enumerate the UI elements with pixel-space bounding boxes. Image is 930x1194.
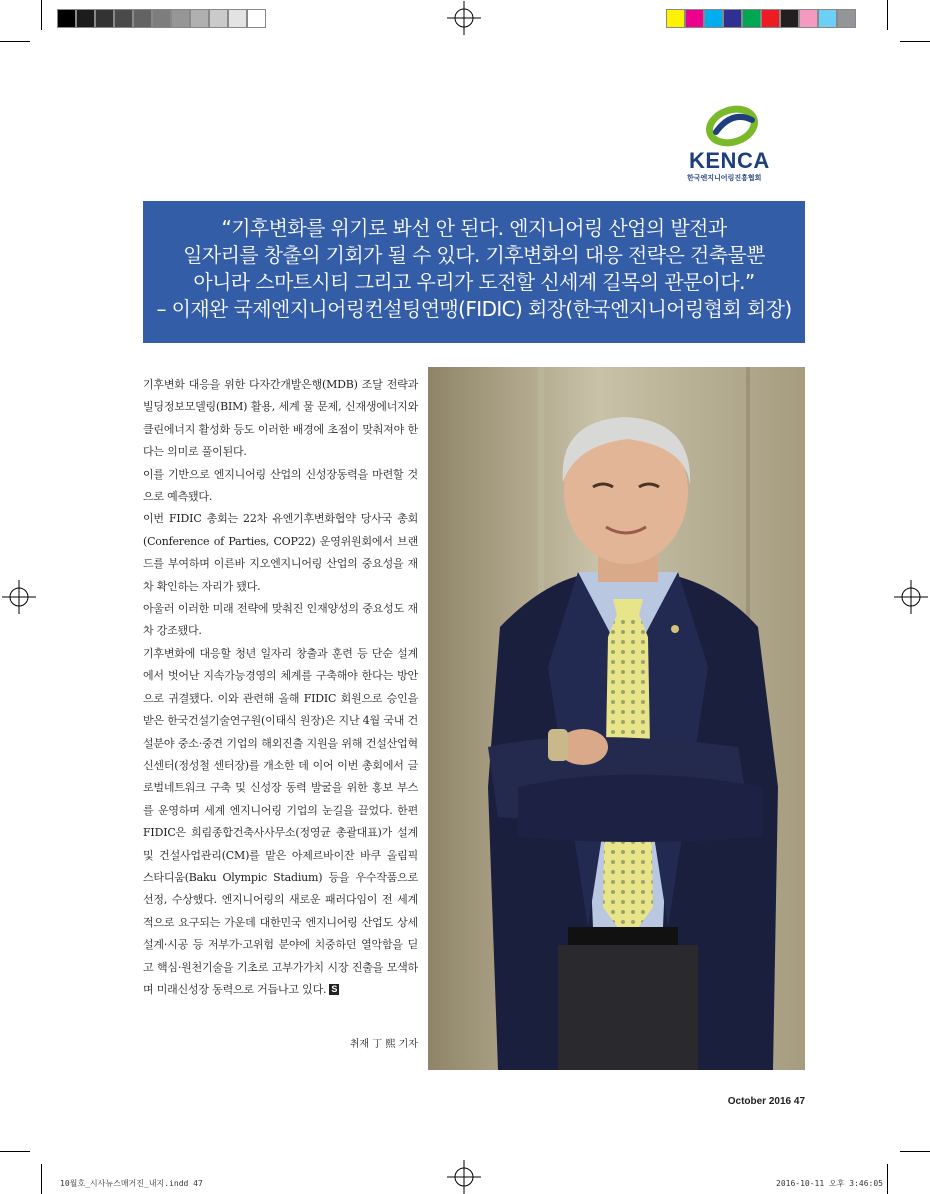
registration-mark-icon	[894, 580, 928, 614]
gray-swatch	[247, 9, 266, 28]
pull-quote-line: 아니라 스마트시티 그리고 우리가 도전할 신세계 길목의 관문이다.”	[193, 270, 755, 294]
color-swatch	[818, 9, 837, 28]
color-swatch	[723, 9, 742, 28]
process-color-bar	[666, 9, 856, 28]
gray-swatch	[95, 9, 114, 28]
crop-mark	[0, 1151, 30, 1152]
gray-swatch	[152, 9, 171, 28]
gray-swatch	[228, 9, 247, 28]
crop-mark	[900, 41, 930, 42]
crop-mark	[41, 1164, 42, 1194]
article-paragraph-text: 기후변화에 대응할 청년 일자리 창출과 훈련 등 단순 설계에서 벗어난 지속가능경영의 체계를 구축해야 한다는 방안으로 귀결됐다. 이와 관련해 올해 FIDIC 회원으로 승인을 받은 한국건설기술연구원(이태식 원장)은 지난 4월 국내 건설분야 중소·중견 기업의 해외진출 지원을 위해 건설산업혁신센터(정성철 센터장)를 개소한 데 이어 이번 총회에서 글로벌네트워크 구축 및 신성장 동력 발굴을 위한 홍보 부스를 운영하며 세계 엔지니어링 기업의 눈길을 끌었다. 한편 FIDIC은 희림종합건축사사무소(정영균 총괄대표)가 설계 및 건설사업관리(CM)를 맡은 아제르바이잔 바쿠 올림픽 스타디움(Baku Olympic Stadium) 등을 우수작품으로 선정, 수상했다. 엔지니어링의 새로운 패러다임이 전 세계적으로 요구되는 가운데 대한민국 엔지니어링 산업도 상세설계·시공 등 저부가·고위험 분야에 치중하던 열악함을 딛고 핵심·원천기술을 기초로 고부가가치 시장 진출을 모색하며 미래신성장 동력으로 거듭나고 있다.	[143, 646, 418, 996]
color-swatch	[666, 9, 685, 28]
color-swatch	[799, 9, 818, 28]
registration-mark-icon	[2, 580, 36, 614]
page-folio: October 2016 47	[727, 1096, 805, 1107]
registration-mark-icon	[447, 1160, 481, 1194]
gray-swatch	[171, 9, 190, 28]
pull-quote-line: “기후변화를 위기로 봐선 안 된다. 엔지니어링 산업의 발전과	[221, 216, 727, 240]
crop-mark	[41, 0, 42, 30]
portrait-photo	[428, 367, 805, 1070]
article-paragraph: 아울러 이러한 미래 전략에 맞춰진 인재양성의 중요성도 재차 강조됐다.	[143, 602, 418, 638]
color-swatch	[685, 9, 704, 28]
registration-mark-icon	[447, 1, 481, 35]
gray-swatch	[190, 9, 209, 28]
logo-wordmark: KENCA	[689, 148, 770, 173]
crop-mark	[900, 1151, 930, 1152]
article-paragraph: 이를 기반으로 엔지니어링 산업의 신성장동력을 마련할 것으로 예측됐다.	[143, 467, 418, 504]
color-swatch	[742, 9, 761, 28]
gray-swatch	[133, 9, 152, 28]
article-paragraph: 이번 FIDIC 총회는 22차 유엔기후변화협약 당사국 총회(Conference of Parties, COP22) 운영위원회에서 브랜드를 부여하며 이른바 지오엔지니어링 산업의 중요성을 재차 확인하는 자리가 됐다.	[143, 512, 418, 593]
crop-mark	[887, 1164, 888, 1194]
gray-swatch	[57, 9, 76, 28]
pull-quote-box	[143, 201, 805, 343]
gray-swatch	[209, 9, 228, 28]
article-body	[143, 374, 418, 1001]
color-swatch	[704, 9, 723, 28]
slug-filename: 10월호_시사뉴스매거진_내지.indd 47	[60, 1179, 203, 1188]
logo-subtitle: 한국엔지니어링진흥협회	[687, 174, 762, 182]
gray-swatch	[76, 9, 95, 28]
color-swatch	[837, 9, 856, 28]
pull-quote-attribution: – 이재완 국제엔지니어링컨설팅연맹(FIDIC) 회장(한국엔지니어링협회 회장)	[156, 297, 792, 321]
article-paragraph	[143, 643, 418, 1002]
pull-quote-line: 일자리를 창출의 기회가 될 수 있다. 기후변화의 대응 전략은 건축물뿐	[183, 243, 765, 267]
color-swatch	[761, 9, 780, 28]
end-mark-icon: S	[331, 983, 338, 994]
slug-timestamp: 2016-10-11 오후 3:46:05	[776, 1179, 883, 1188]
color-swatch	[780, 9, 799, 28]
crop-mark	[887, 0, 888, 30]
crop-mark	[0, 41, 30, 42]
byline: 취재 丁 熙 기자	[349, 1039, 418, 1050]
gray-swatch	[114, 9, 133, 28]
grayscale-color-bar	[57, 9, 266, 28]
article-paragraph: 기후변화 대응을 위한 다자간개발은행(MDB) 조달 전략과 빌딩정보모델링(BIM) 활용, 세계 물 문제, 신재생에너지와 클린에너지 활성화 등도 이러한 배경에 초점이 맞춰져야 한다는 의미로 풀이된다.	[143, 378, 418, 459]
